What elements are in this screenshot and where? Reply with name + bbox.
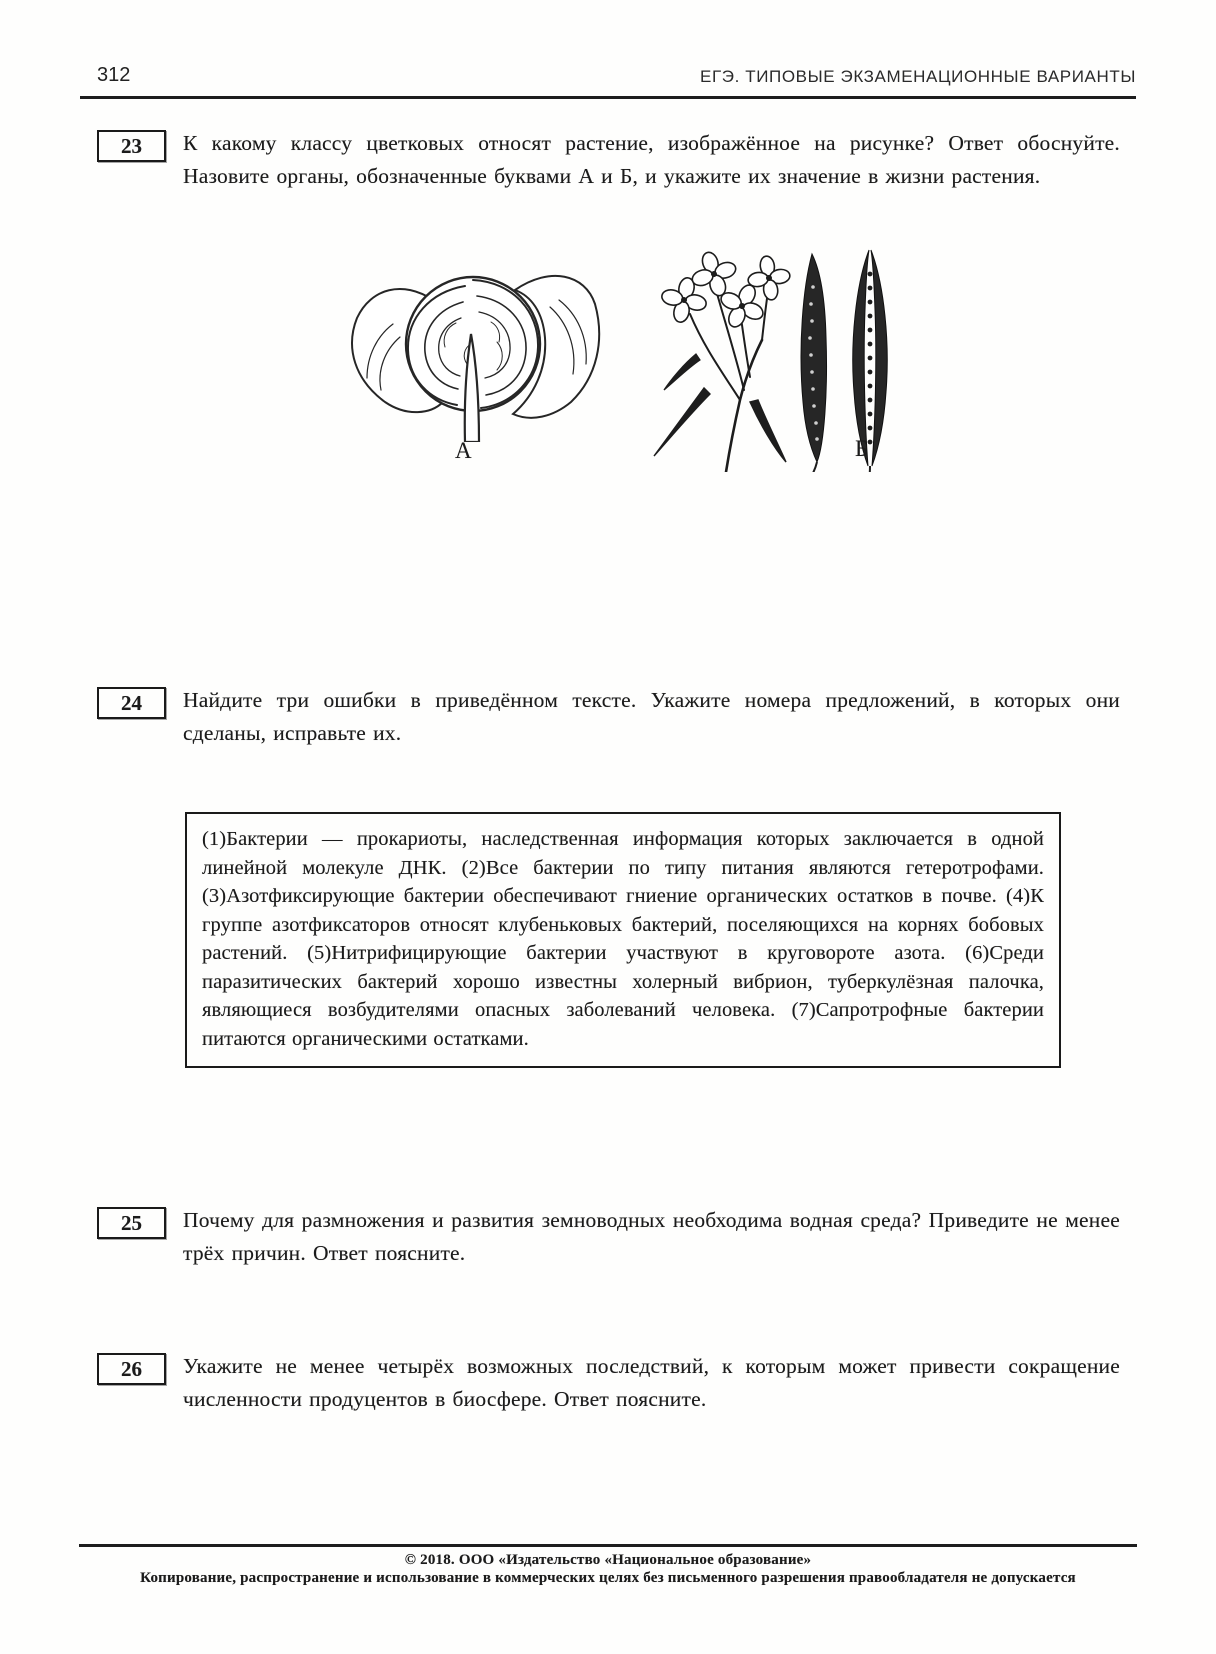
header-title: ЕГЭ. ТИПОВЫЕ ЭКЗАМЕНАЦИОННЫЕ ВАРИАНТЫ — [700, 67, 1136, 86]
question-25-text: Почему для размножения и развития земноводных необходима водная среда? Приведите не менее трёх причин. Ответ поясните. — [183, 1208, 1120, 1265]
question-24 — [97, 684, 1120, 750]
question-24-number-box: 24 — [97, 687, 166, 719]
page-content — [97, 127, 1120, 1416]
plant-figure — [97, 236, 1120, 471]
question-23-text: К какому классу цветковых относят растение, изображённое на рисунке? Ответ обоснуйте. Назовите органы, обозначенные буквами А и Б, и укажите их значение в жизни растения. — [183, 131, 1120, 188]
cabbage-cross-section-illustration — [345, 252, 605, 442]
page-number: 312 — [97, 64, 131, 86]
question-26-number-box: 26 — [97, 1353, 166, 1385]
figure-label-b: Б — [855, 436, 869, 461]
question-24-passage-box: (1)Бактерии — прокариоты, наследственная информация которых заключается в одной линейной молекуле ДНК. (2)Все бактерии по типу питания являются гетеротрофами. (3)Азотфиксирующие бактерии обеспечивают гниение органических остатков в почве. (4)К группе азотфиксаторов относят клубеньковых бактерий, поселяющихся на корнях бобовых растений. (5)Нитрифицирующие бактерии участвуют в круговороте азота. (6)Среди паразитических бактерий хорошо известны холерный вибрион, туберкулёзная палочка, являющиеся возбудителями опасных заболеваний человека. (7)Сапротрофные бактерии питаются органическими остатками. — [185, 812, 1061, 1068]
question-26-text: Укажите не менее четырёх возможных последствий, к которым может привести сокращение численности продуцентов в биосфере. Ответ поясните. — [183, 1354, 1120, 1411]
question-26 — [97, 1350, 1120, 1416]
footer-legal-notice: Копирование, распространение и использование в коммерческих целях без письменного разрешения правообладателя не допускается — [140, 1570, 1076, 1586]
question-23-number-box: 23 — [97, 130, 166, 162]
question-25 — [97, 1204, 1120, 1270]
footer-copyright: © 2018. ООО «Издательство «Национальное образование» — [404, 1552, 812, 1568]
page-header — [80, 0, 1136, 99]
question-25-number-box: 25 — [97, 1207, 166, 1239]
question-24-text: Найдите три ошибки в приведённом тексте. Укажите номера предложений, в которых они сделаны, исправьте их. — [183, 688, 1120, 745]
page-footer — [0, 1544, 1216, 1587]
footer-divider — [79, 1544, 1137, 1547]
question-23 — [97, 127, 1120, 193]
closed-pod — [801, 254, 826, 472]
figure-label-a: А — [455, 438, 472, 463]
